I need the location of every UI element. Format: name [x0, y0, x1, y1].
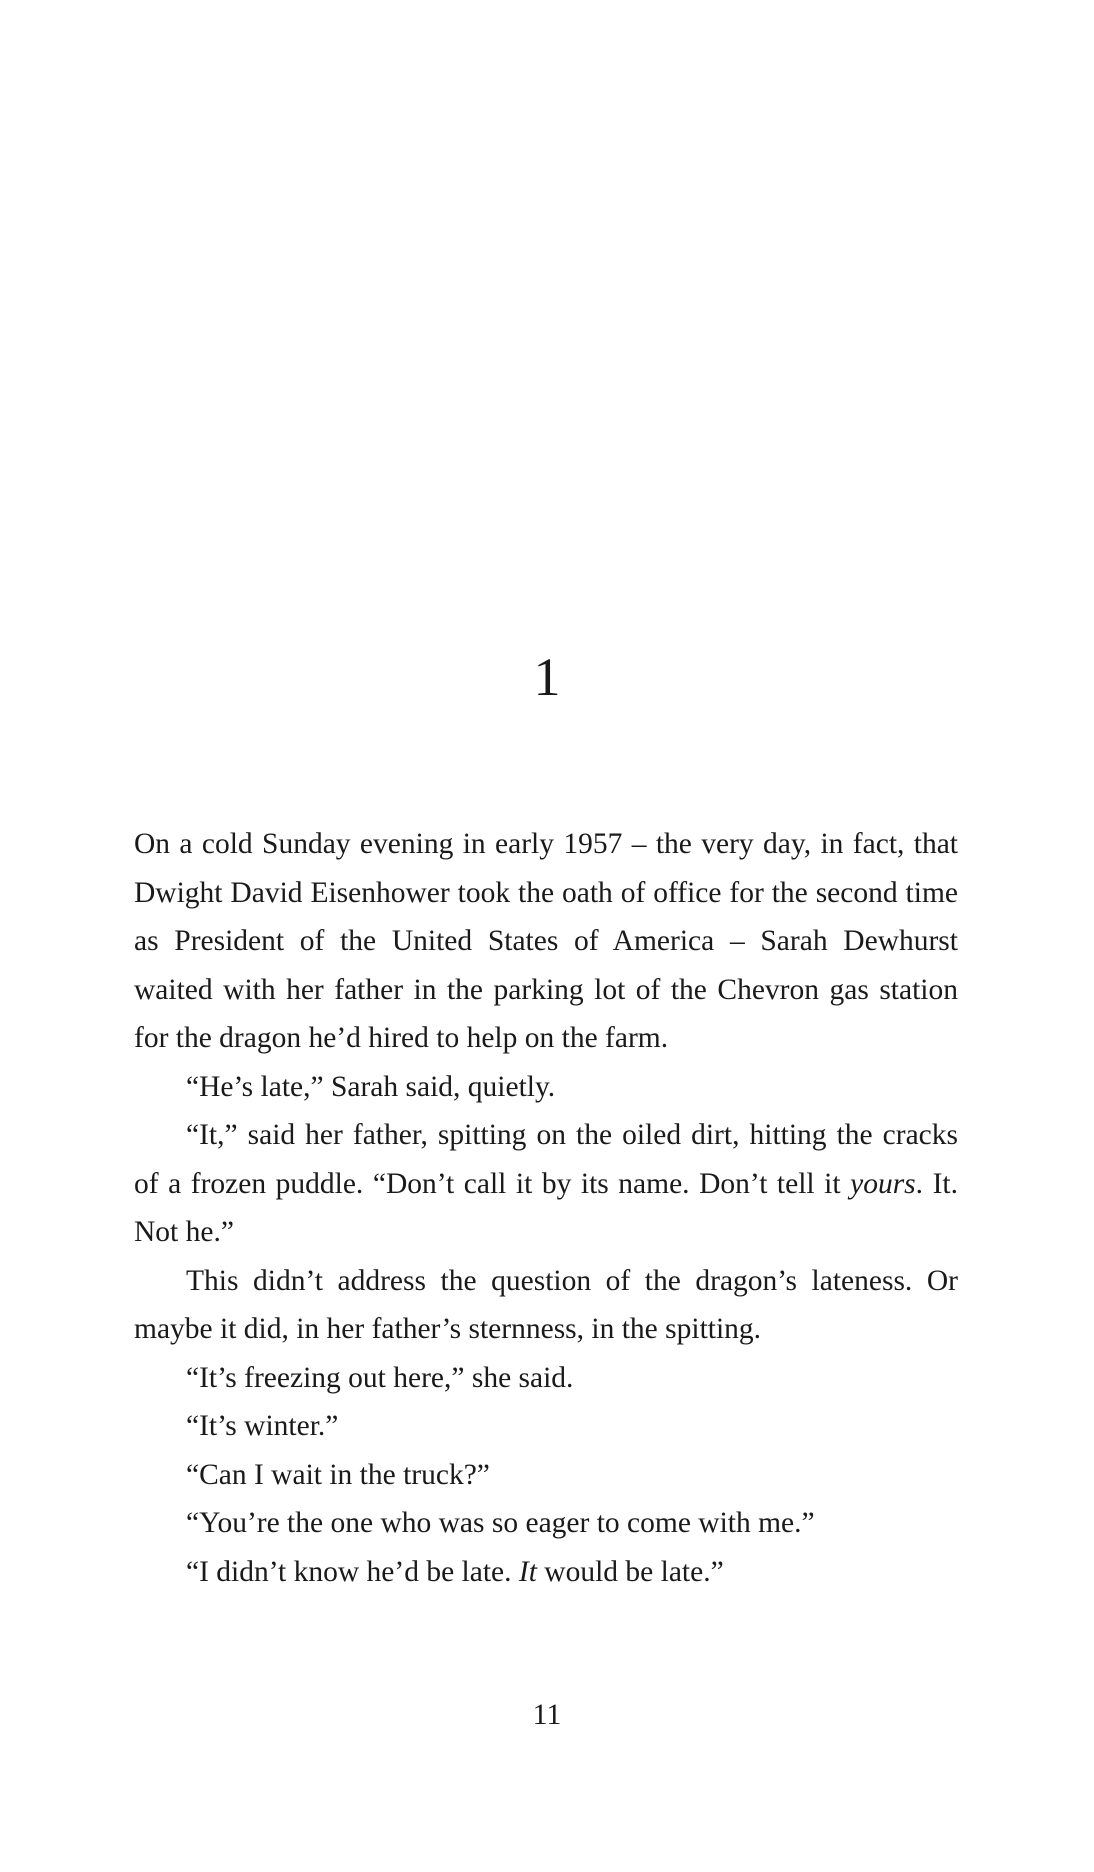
paragraph-dialogue: “Can I wait in the truck?” [186, 1458, 490, 1491]
paragraph-text: would be late.” [536, 1555, 724, 1588]
paragraph-text: “I didn’t know he’d be late. [186, 1555, 519, 1588]
page-number: 11 [532, 1698, 562, 1731]
paragraph-dialogue-final [134, 1548, 958, 1597]
chapter-number: 1 [533, 647, 561, 707]
paragraph-text: “It,” said her father, spitting on the oiled dirt, hitting the cracks of a frozen puddle. “Don’t call it by its name. Don’t tell it [134, 1119, 958, 1200]
paragraph-text: . It. Not he.” [134, 1167, 958, 1248]
paragraph-narration: This didn’t address the question of the dragon’s lateness. Or maybe it did, in her father’s sternness, in the spitting. [134, 1264, 958, 1345]
italic-emphasis: yours [850, 1167, 916, 1200]
paragraph-dialogue: “It’s winter.” [186, 1410, 339, 1442]
paragraph-dialogue: “He’s late,” Sarah said, quietly. [186, 1070, 556, 1103]
chapter-body [134, 820, 958, 1596]
paragraph-opening: On a cold Sunday evening in early 1957 – the very day, in fact, that Dwight David Eisenhower took the oath of office for the second time as President of the United States of America – Sarah Dewhurst waited with her father in the parking lot of the Chevron gas station for the dragon he’d hired to help on the farm. [134, 828, 958, 1054]
paragraph-dialogue: “It’s freezing out here,” she said. [186, 1361, 574, 1394]
paragraph-father-reply [134, 1111, 958, 1257]
italic-emphasis: It [518, 1555, 537, 1588]
paragraph-dialogue: “You’re the one who was so eager to come with me.” [186, 1507, 815, 1539]
